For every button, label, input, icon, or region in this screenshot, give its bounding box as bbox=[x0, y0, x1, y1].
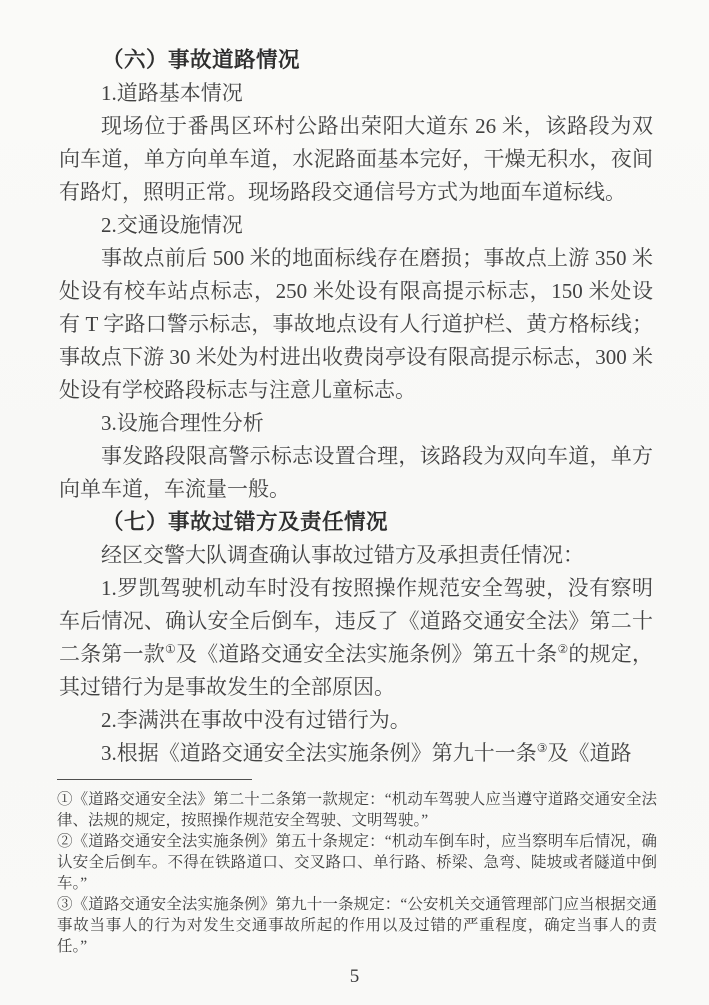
footnote-separator-rule bbox=[57, 779, 252, 780]
section-heading-6: （六）事故道路情况 bbox=[102, 48, 301, 72]
item-fault-party-1 bbox=[59, 572, 653, 704]
footnote-2: ②《道路交通安全法实施条例》第五十条规定：“机动车倒车时，应当察明车后情况，确认安全后倒车。不得在铁路道口、交叉路口、单行路、桥梁、急弯、陡坡或者隧道中倒车。” bbox=[57, 833, 657, 892]
paragraph-facility-analysis: 事发路段限高警示标志设置合理，该路段为双向车道，单方向单车道，车流量一般。 bbox=[59, 444, 653, 501]
item-1-text-c: 的规定，其过错行为是事故发生的全部原因。 bbox=[59, 642, 653, 699]
document-body bbox=[59, 44, 653, 770]
footnote-ref-1: ① bbox=[164, 642, 176, 656]
item-fault-party-2: 2.李满洪在事故中没有过错行为。 bbox=[101, 708, 411, 732]
footnote-ref-3: ③ bbox=[536, 741, 548, 755]
subheading-road-basic: 1.道路基本情况 bbox=[101, 81, 243, 105]
page-number: 5 bbox=[349, 966, 360, 987]
section-heading-7: （七）事故过错方及责任情况 bbox=[102, 510, 389, 534]
item-1-text-b: 及《道路交通安全法实施条例》第五十条 bbox=[175, 642, 558, 666]
item-3-text-b: 及《道路 bbox=[547, 741, 632, 765]
item-1-text-a: 1.罗凯驾驶机动车时没有按照操作规范安全驾驶，没有察明车后情况、确认安全后倒车，违反了《道路交通安全法》第二十二条第一款 bbox=[59, 576, 653, 666]
item-fault-party-3 bbox=[59, 737, 653, 770]
item-3-text-a: 3.根据《道路交通安全法实施条例》第九十一条 bbox=[101, 741, 537, 765]
footnote-3: ③《道路交通安全法实施条例》第九十一条规定：“公安机关交通管理部门应当根据交通事故当事人的行为对发生交通事故所起的作用以及过错的严重程度，确定当事人的责任。” bbox=[57, 896, 657, 955]
paragraph-traffic-facilities: 事故点前后 500 米的地面标线存在磨损；事故点上游 350 米处设有校车站点标志，250 米处设有限高提示标志，150 米处设有 T 字路口警示标志，事故地点设有人行道护栏、黄方格标线；事故点下游 30 米处为村进出收费岗亭设有限高提示标志，300 米处设有学校路段标志与注意儿童标志。 bbox=[59, 246, 653, 402]
footnote-ref-2: ② bbox=[557, 642, 569, 656]
footnote-1: ①《道路交通安全法》第二十二条第一款规定：“机动车驾驶人应当遵守道路交通安全法律、法规的规定，按照操作规范安全驾驶、文明驾驶。” bbox=[57, 791, 657, 829]
subheading-traffic-facilities: 2.交通设施情况 bbox=[101, 213, 243, 237]
paragraph-road-basic: 现场位于番禺区环村公路出荣阳大道东 26 米，该路段为双向车道，单方向单车道，水泥路面基本完好，干燥无积水，夜间有路灯，照明正常。现场路段交通信号方式为地面车道标线。 bbox=[59, 114, 653, 204]
subheading-facility-analysis: 3.设施合理性分析 bbox=[101, 411, 264, 435]
footnotes-section bbox=[57, 779, 657, 957]
paragraph-responsibility-intro: 经区交警大队调查确认事故过错方及承担责任情况： bbox=[101, 543, 584, 567]
